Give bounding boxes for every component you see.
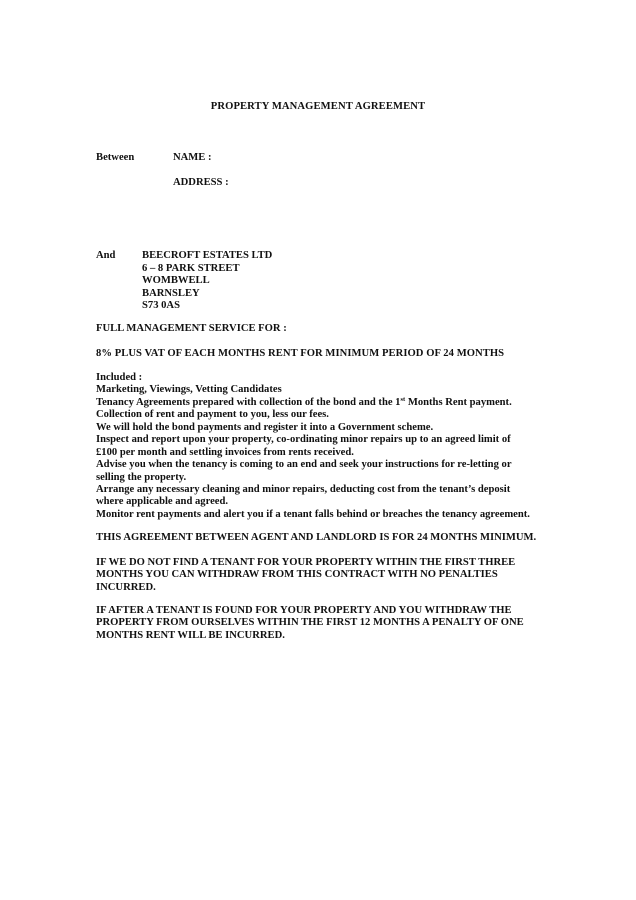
included-item	[96, 397, 530, 409]
address-field-label: ADDRESS :	[173, 177, 229, 188]
clause-withdraw-penalty	[96, 605, 524, 642]
included-item: Inspect and report upon your property, co-ordinating minor repairs up to an agreed limit of	[96, 434, 511, 446]
agent-city: BARNSLEY	[142, 287, 200, 299]
clause-line: IF AFTER A TENANT IS FOUND FOR YOUR PROPERTY AND YOU WITHDRAW THE	[96, 605, 512, 616]
document-title: PROPERTY MANAGEMENT AGREEMENT	[210, 101, 426, 112]
and-label: And	[96, 250, 116, 261]
agent-address-block	[142, 250, 272, 313]
between-label: Between	[96, 152, 135, 163]
clause-line: IF WE DO NOT FIND A TENANT FOR YOUR PROPERTY WITHIN THE FIRST THREE	[96, 557, 516, 568]
service-heading: FULL MANAGEMENT SERVICE FOR :	[96, 323, 287, 334]
clause-no-tenant	[96, 557, 515, 594]
included-item-continued: £100 per month and settling invoices from rents received.	[96, 446, 354, 458]
clause-line: PROPERTY FROM OURSELVES WITHIN THE FIRST 12 MONTHS A PENALTY OF ONE	[96, 617, 524, 629]
agreement-term: THIS AGREEMENT BETWEEN AGENT AND LANDLORD IS FOR 24 MONTHS MINIMUM.	[96, 532, 537, 543]
agent-postcode: S73 0AS	[142, 300, 180, 311]
included-item-continued: selling the property.	[96, 471, 187, 483]
included-item: Advise you when the tenancy is coming to an end and seek your instructions for re-letting or	[96, 459, 512, 471]
included-item: Marketing, Viewings, Vetting Candidates	[96, 384, 282, 396]
included-item: Monitor rent payments and alert you if a tenant falls behind or breaches the tenancy agreement.	[96, 508, 530, 520]
clause-line: INCURRED.	[96, 581, 156, 593]
fee-line: 8% PLUS VAT OF EACH MONTHS RENT FOR MINIMUM PERIOD OF 24 MONTHS	[96, 348, 505, 359]
clause-line: MONTHS YOU CAN WITHDRAW FROM THIS CONTRACT WITH NO PENALTIES	[96, 569, 498, 581]
included-item: We will hold the bond payments and register it into a Government scheme.	[96, 421, 434, 433]
included-text: Tenancy Agreements prepared with collection of the bond and the 1	[96, 396, 401, 408]
included-text: Months Rent payment.	[405, 396, 512, 408]
included-heading: Included :	[96, 372, 143, 383]
included-services	[96, 372, 530, 521]
included-item: Arrange any necessary cleaning and minor repairs, deducting cost from the tenant’s deposit	[96, 483, 511, 495]
agent-company-name: BEECROFT ESTATES LTD	[142, 250, 273, 261]
included-item: Collection of rent and payment to you, less our fees.	[96, 409, 329, 421]
agent-town: WOMBWELL	[142, 275, 210, 286]
included-item-continued: where applicable and agreed.	[96, 496, 229, 508]
clause-line: MONTHS RENT WILL BE INCURRED.	[96, 629, 285, 641]
ordinal-suffix: st	[400, 395, 406, 403]
agent-street: 6 – 8 PARK STREET	[142, 262, 240, 274]
name-field-label: NAME :	[173, 152, 212, 163]
